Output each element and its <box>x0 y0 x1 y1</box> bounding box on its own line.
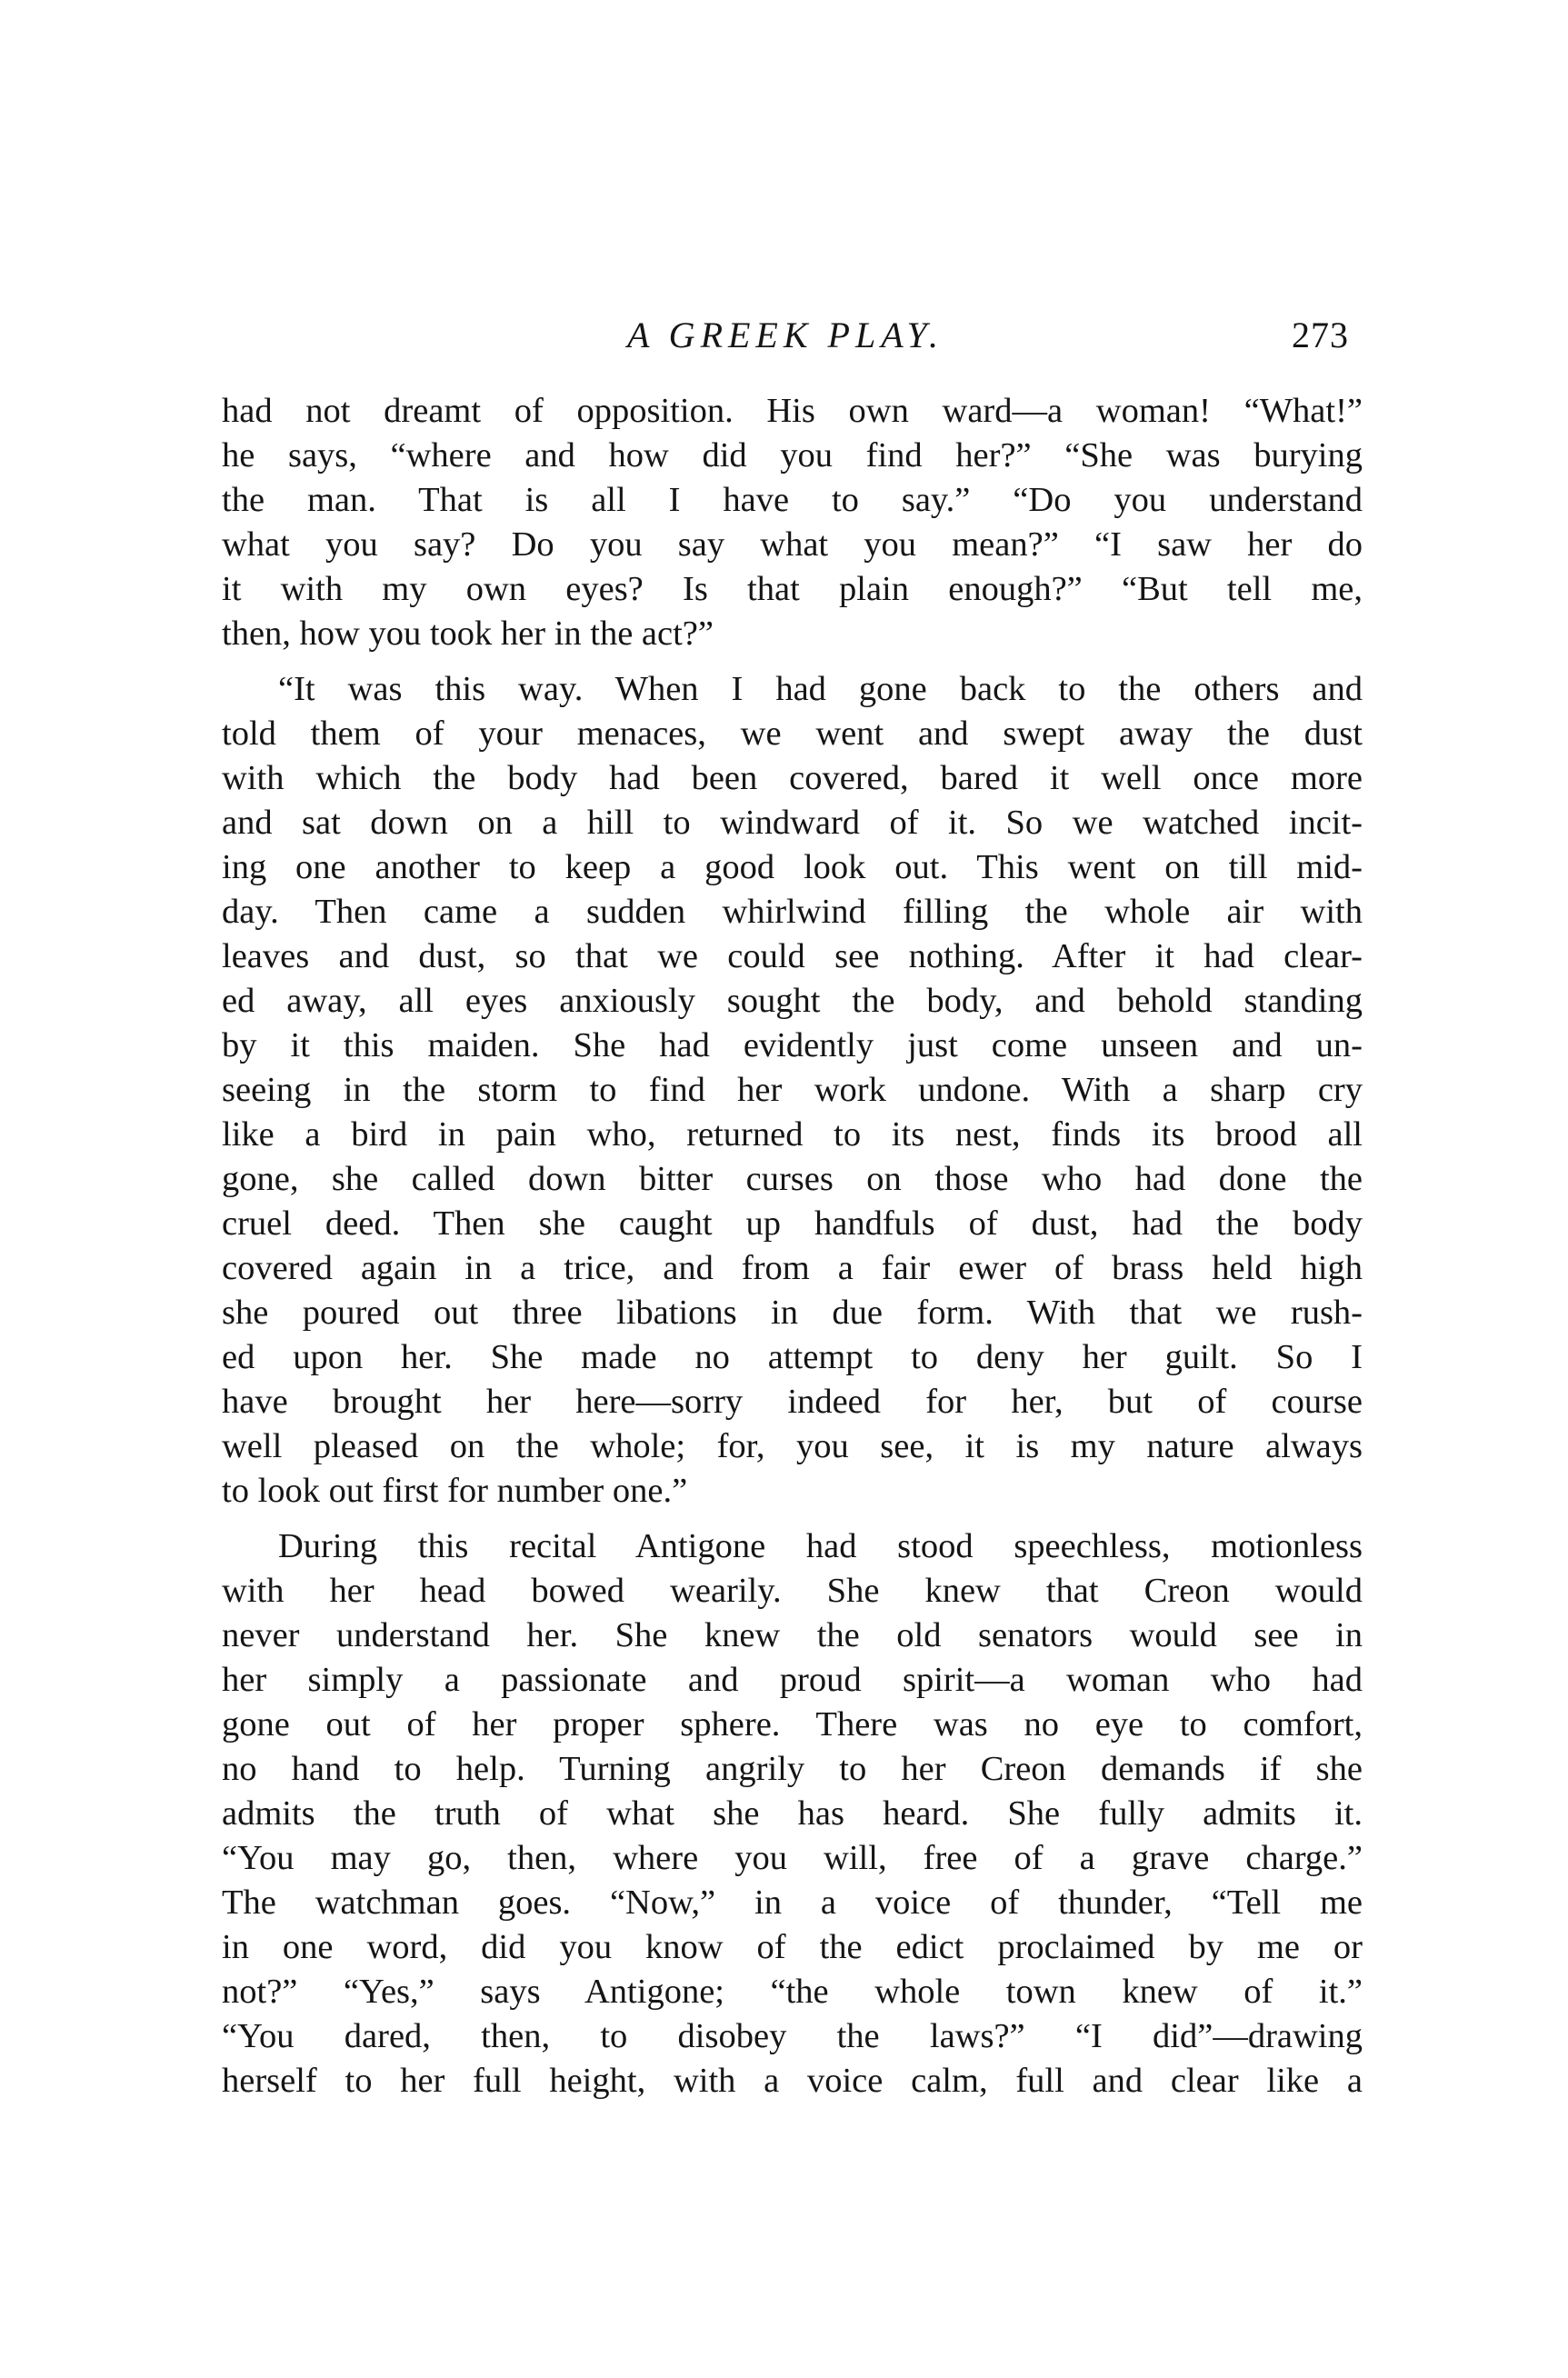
text-line: then, how you took her in the act?” <box>222 614 714 653</box>
text-line: The watchman goes. “Now,” in a voice of thunder, “Tell me <box>222 1883 1363 1922</box>
text-line: have brought her here—sorry indeed for her, but of course <box>222 1383 1363 1421</box>
text-line: “It was this way. When I had gone back to the others and <box>278 670 1363 708</box>
body-text <box>222 389 1363 2103</box>
text-line: it with my own eyes? Is that plain enough?” “But tell me, <box>222 570 1363 608</box>
paragraph <box>222 1524 1363 2103</box>
text-line: herself to her full height, with a voice calm, full and clear like a <box>222 2062 1363 2100</box>
text-line: he says, “where and how did you find her?” “She was burying <box>222 436 1363 475</box>
running-title: A GREEK PLAY. <box>626 315 944 355</box>
text-line: seeing in the storm to find her work undone. With a sharp cry <box>222 1071 1363 1109</box>
text-line: ing one another to keep a good look out. This went on till mid- <box>222 848 1363 886</box>
text-line: she poured out three libations in due form. With that we rush- <box>222 1294 1363 1332</box>
text-line: by it this maiden. She had evidently just come unseen and un- <box>222 1026 1363 1064</box>
text-line: “You may go, then, where you will, free of a grave charge.” <box>222 1839 1363 1877</box>
paragraph <box>222 389 1363 656</box>
text-line: leaves and dust, so that we could see nothing. After it had clear- <box>222 937 1363 975</box>
text-line: had not dreamt of opposition. His own ward—a woman! “What!” <box>222 392 1363 430</box>
text-line: her simply a passionate and proud spirit—a woman who had <box>222 1661 1363 1699</box>
text-line: well pleased on the whole; for, you see, it is my nature always <box>222 1427 1363 1465</box>
text-line: to look out first for number one.” <box>222 1472 688 1510</box>
text-line: ed upon her. She made no attempt to deny her guilt. So I <box>222 1338 1363 1376</box>
text-line: never understand her. She knew the old senators would see in <box>222 1616 1363 1654</box>
text-line: not?” “Yes,” says Antigone; “the whole town knew of it.” <box>222 1973 1363 2011</box>
text-line: no hand to help. Turning angrily to her Creon demands if she <box>222 1750 1363 1788</box>
text-line: During this recital Antigone had stood speechless, motionless <box>278 1527 1363 1565</box>
text-line: covered again in a trice, and from a fair ewer of brass held high <box>222 1249 1363 1287</box>
text-line: the man. That is all I have to say.” “Do you understand <box>222 481 1363 519</box>
text-line: cruel deed. Then she caught up handfuls of dust, had the body <box>222 1204 1363 1243</box>
text-line: “You dared, then, to disobey the laws?” “I did”—drawing <box>222 2017 1363 2055</box>
page-number: 273 <box>1292 315 1349 355</box>
running-head <box>222 314 1349 368</box>
text-line: ed away, all eyes anxiously sought the body, and behold standing <box>222 982 1363 1020</box>
text-line: told them of your menaces, we went and swept away the dust <box>222 714 1363 753</box>
text-line: admits the truth of what she has heard. She fully admits it. <box>222 1794 1363 1833</box>
text-line: in one word, did you know of the edict proclaimed by me or <box>222 1928 1363 1966</box>
paragraph <box>222 667 1363 1514</box>
text-line: what you say? Do you say what you mean?” “I saw her do <box>222 525 1363 564</box>
text-line: day. Then came a sudden whirlwind filling the whole air with <box>222 893 1363 931</box>
text-line: gone out of her proper sphere. There was no eye to comfort, <box>222 1705 1363 1744</box>
text-line: gone, she called down bitter curses on those who had done the <box>222 1160 1363 1198</box>
text-line: and sat down on a hill to windward of it. So we watched incit- <box>222 804 1363 842</box>
text-line: with which the body had been covered, bared it well once more <box>222 759 1363 797</box>
text-line: with her head bowed wearily. She knew that Creon would <box>222 1572 1363 1610</box>
text-line: like a bird in pain who, returned to its nest, finds its brood all <box>222 1115 1363 1154</box>
